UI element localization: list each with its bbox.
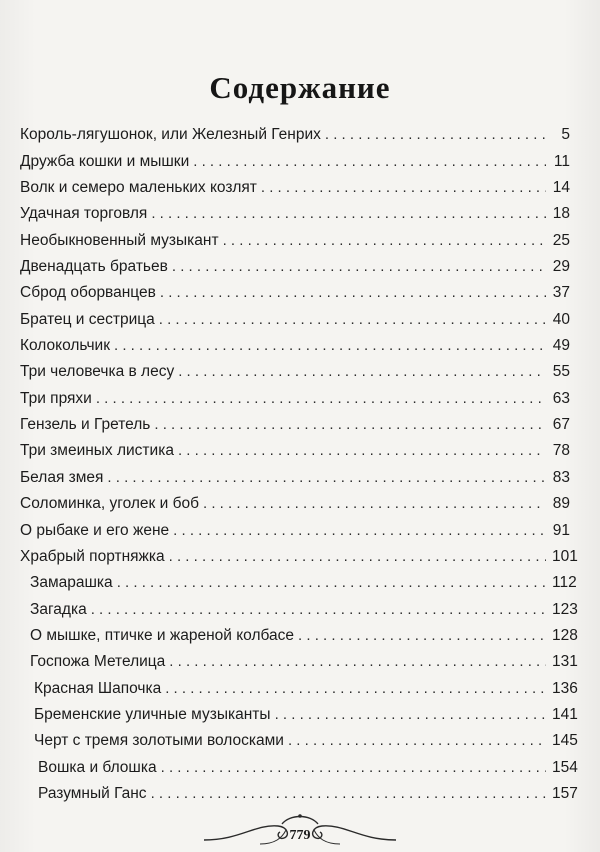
toc-entry — [20, 118, 570, 144]
toc-leader-dots — [107, 469, 546, 487]
toc-entry — [20, 144, 570, 170]
toc-entry — [20, 381, 570, 407]
toc-leader-dots — [275, 706, 546, 724]
toc-entry-page: 89 — [552, 495, 570, 513]
toc-entry-title: Братец и сестрица — [20, 310, 155, 328]
toc-leader-dots — [160, 284, 546, 302]
toc-entry-title: О рыбаке и его жене — [20, 521, 170, 539]
toc-entry-page: 49 — [552, 337, 570, 355]
toc-leader-dots — [165, 680, 546, 698]
page-number: 779 — [289, 828, 311, 843]
toc-entry — [20, 698, 578, 724]
toc-entry-page: 67 — [552, 416, 570, 434]
toc-entry-page: 154 — [552, 758, 578, 776]
toc-entry — [20, 724, 578, 750]
toc-entry-page: 128 — [552, 626, 578, 644]
toc-entry-page: 141 — [552, 705, 578, 723]
toc-entry-page: 37 — [552, 284, 570, 302]
toc-entry-title: Красная Шапочка — [34, 679, 162, 697]
toc-entry-title: О мышке, птичке и жареной колбасе — [30, 626, 295, 644]
toc-entry-title: Король-лягушонок, или Железный Генрих — [20, 126, 321, 144]
toc-entry-page: 83 — [552, 468, 570, 486]
toc-entry — [20, 777, 578, 803]
toc-entry-page: 5 — [561, 126, 570, 144]
toc-leader-dots — [288, 732, 546, 750]
toc-entry-page: 123 — [552, 600, 578, 618]
toc-entry-title: Три человечка в лесу — [20, 363, 175, 381]
toc-entry-title: Вошка и блошка — [38, 758, 157, 776]
toc-leader-dots — [96, 390, 546, 408]
toc-entry — [20, 750, 578, 776]
toc-entry — [20, 171, 570, 197]
toc-entry — [20, 645, 578, 671]
toc-leader-dots — [151, 205, 546, 223]
toc-entry-title: Соломинка, уголек и боб — [20, 495, 199, 513]
toc-entry-page: 145 — [552, 732, 578, 750]
toc-entry-page: 11 — [553, 152, 570, 170]
toc-entry-title: Замарашка — [30, 574, 113, 592]
toc-entry-page: 78 — [552, 442, 570, 460]
toc-entry — [20, 671, 578, 697]
toc-leader-dots — [325, 126, 546, 144]
toc-entry — [20, 408, 570, 434]
toc-leader-dots — [193, 153, 546, 171]
toc-entry-page: 40 — [552, 310, 570, 328]
toc-entry-title: Гензель и Гретель — [20, 416, 151, 434]
toc-leader-dots — [151, 785, 546, 803]
toc-entry — [20, 566, 577, 592]
toc-leader-dots — [203, 495, 546, 513]
toc-entry-title: Три змеиных листика — [20, 442, 174, 460]
page-footer — [0, 810, 600, 850]
toc-entry — [20, 487, 570, 513]
toc-leader-dots — [172, 258, 546, 276]
toc-entry-title: Загадка — [30, 600, 87, 618]
toc-entry-page: 63 — [552, 389, 570, 407]
toc-entry — [20, 302, 570, 328]
toc-entry-page: 112 — [552, 574, 577, 592]
toc-entry — [20, 329, 570, 355]
toc-leader-dots — [91, 601, 546, 619]
toc-entry-page: 14 — [552, 179, 570, 197]
toc-entry-page: 25 — [552, 231, 570, 249]
toc-entry — [20, 355, 570, 381]
toc-leader-dots — [173, 522, 546, 540]
toc-leader-dots — [169, 548, 546, 566]
toc-entry — [20, 592, 578, 618]
toc-leader-dots — [114, 337, 546, 355]
toc-entry-title: Дружба кошки и мышки — [20, 152, 190, 170]
toc-leader-dots — [178, 363, 546, 381]
toc-leader-dots — [261, 179, 546, 197]
toc-entry — [20, 223, 570, 249]
page-title: Содержание — [209, 70, 391, 105]
toc-leader-dots — [161, 759, 546, 777]
toc-entry-title: Удачная торговля — [20, 205, 148, 223]
toc-leader-dots — [154, 416, 546, 434]
toc-entry-title: Госпожа Метелица — [30, 653, 166, 671]
toc-entry-title: Двенадцать братьев — [20, 258, 168, 276]
toc-entry-page: 29 — [552, 258, 570, 276]
toc-entry-page: 131 — [552, 653, 578, 671]
toc-entry — [20, 513, 570, 539]
toc-entry-title: Белая змея — [20, 468, 104, 486]
toc-entry-title: Колокольчик — [20, 337, 110, 355]
toc-entry-title: Храбрый портняжка — [20, 547, 165, 565]
toc-entry-page: 136 — [552, 679, 578, 697]
toc-entry — [20, 540, 578, 566]
toc-entry — [20, 619, 578, 645]
toc-entry-title: Разумный Ганс — [38, 784, 147, 802]
toc-leader-dots — [159, 311, 546, 329]
toc-leader-dots — [298, 627, 546, 645]
toc-entry-page: 157 — [552, 784, 578, 802]
toc-entry-title: Волк и семеро маленьких козлят — [20, 179, 257, 197]
toc-entry — [20, 197, 570, 223]
toc-entry-title: Сброд оборванцев — [20, 284, 156, 302]
toc-entry-title: Черт с тремя золотыми волосками — [34, 732, 284, 750]
toc-entry — [20, 276, 570, 302]
toc-leader-dots — [117, 574, 546, 592]
toc-entry — [20, 250, 570, 276]
toc-leader-dots — [223, 232, 546, 250]
table-of-contents — [20, 118, 578, 803]
toc-entry-page: 91 — [552, 521, 570, 539]
toc-entry-page: 18 — [552, 205, 570, 223]
toc-entry-page: 101 — [552, 547, 578, 565]
toc-entry-title: Необыкновенный музыкант — [20, 231, 219, 249]
toc-entry — [20, 434, 570, 460]
toc-entry-title: Три пряхи — [20, 389, 92, 407]
toc-leader-dots — [169, 653, 546, 671]
toc-entry — [20, 460, 570, 486]
toc-entry-title: Бременские уличные музыканты — [34, 705, 271, 723]
toc-leader-dots — [178, 442, 546, 460]
toc-entry-page: 55 — [552, 363, 570, 381]
